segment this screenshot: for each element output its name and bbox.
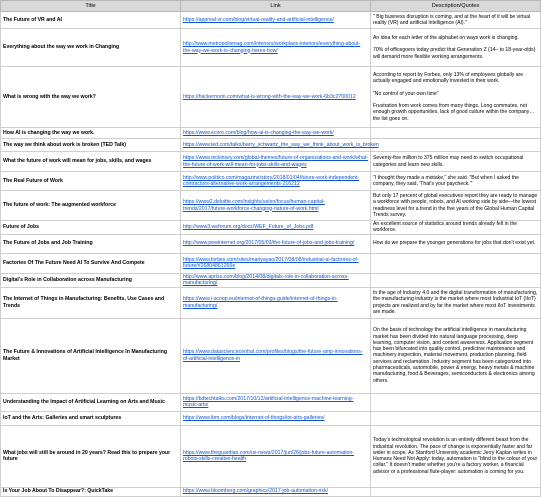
link-cell[interactable]: https://bdtechtalks.com/2017/10/12/artificial-intelligence-machine-learning-music-arts/ [181,393,371,411]
title-cell[interactable]: How AI is changing the way we work. [1,128,181,139]
title-cell[interactable]: Digital's Role in Collaboration across Manufacturing [1,273,181,287]
description-paragraph: An excellent source of statistics around trends already felt in the workforce. [373,221,518,234]
table-row [1,139,541,152]
title-cell[interactable]: What the future of work will mean for jobs, skills, and wages [1,152,181,172]
description-paragraph: How do we prepare the younger generations for jobs that don't exist yet. [373,240,536,247]
table-row [1,29,541,67]
title-cell[interactable]: Everything about the way we work in Changing [1,29,181,67]
link-cell[interactable]: https://www2.deloitte.com/insights/us/en/focus/human-capital-trends/2017/future-workforce-changing-nature-of-work.html [181,191,371,221]
description-cell[interactable] [371,139,541,152]
table-row [1,253,541,273]
link-cell[interactable]: https://www.mckinsey.com/global-themes/future-of-organizations-and-work/what-the-future-of-work-will-mean-for-jobs-skills-and-wages [181,152,371,172]
description-cell[interactable] [371,487,541,496]
description-cell[interactable] [371,29,541,67]
description-cell[interactable] [371,172,541,191]
title-cell[interactable]: The way we think about work is broken (TED Talk) [1,139,181,152]
description-paragraph: In the age of Industry 4.0 and the digital transformation of manufacturing, the manufacturing industry is the market where most Industrial IoT (IIoT) projects are realized and by far the market where most IIoT investments are made. [373,290,538,315]
table-row [1,411,541,425]
description-cell[interactable] [371,221,541,235]
table-row [1,67,541,128]
title-cell[interactable]: Future of Jobs [1,221,181,235]
table-row [1,12,541,29]
table-row [1,234,541,253]
header-row [1,1,541,12]
title-cell[interactable]: The future of work: The augmented workforce [1,191,181,221]
title-cell[interactable]: Understanding the Impact of Artificial Learning on Arts and Music [1,393,181,411]
description-paragraph: But only 17 percent of global executives report they are ready to manage a workforce with people, robots, and AI working side by side—the lowest readiness level for a trend in the five years of the Global Human Capital Trends survey. [373,192,538,218]
table-row [1,487,541,496]
link-cell[interactable]: http://www.apriso.com/blog/2014/08/digitals-role-in-collaboration-across-manufacturing/ [181,273,371,287]
description-paragraph: Seventy-five million to 375 million may need to switch occupational categories and learn new skills. [373,155,524,168]
description-paragraph: Today's technological revolution is an entirely different beast from the industrial revolution. The pace of change is exponentially faster and far wider in scope. As Stanford University academic Jerry Kaplan writes in Humans Need Not Apply: today, automation is "blind to the colour of your collar." It doesn't matter whether you're a factory worker, a financial advisor or a professional flute-player: automation is coming for you. [373,437,538,475]
table-row [1,172,541,191]
description-cell[interactable] [371,273,541,287]
title-cell[interactable]: What is wrong with the way we work? [1,67,181,128]
table-row [1,191,541,221]
header-title[interactable]: Title [1,1,181,12]
header-description[interactable]: Description/Quotes [371,1,541,12]
link-cell[interactable]: https://www.ecoro.com/blog/how-ai-is-changing-the-way-we-work/ [181,128,371,139]
link-cell[interactable]: https://www.ted.com/talks/barry_schwartz_the_way_we_think_about_work_is_broken [181,139,371,152]
table-row [1,128,541,139]
description-cell[interactable] [371,253,541,273]
table-row [1,393,541,411]
table-row [1,152,541,172]
description-paragraph: On the basis of technology the artificial intelligence in manufacturing market has been divided into natural language processing, deep learning, computer vision, and context awareness. Application segment has been bifurcated into quality control, predictive maintenance and machinery inspection, material movement, production planning, field services and reclamation. Industry segment has been categorized into pharmaceuticals, automobile, power & energy, heavy metals & machine manufacturing, food & Beverages, semiconductors & electronics among others. [373,327,535,384]
title-cell[interactable]: Factories Of The Future Need AI To Survive And Compete [1,253,181,273]
description-cell[interactable] [371,128,541,139]
description-cell[interactable] [371,425,541,487]
table-row [1,273,541,287]
link-cell[interactable]: https://www.forbes.com/sites/mariyayao/2017/08/08/industrial-ai-factories-of-future/#26804861266e [181,253,371,273]
link-cell[interactable]: https://www.theguardian.com/us-news/2017/jun/26/jobs-future-automation-robots-skills-creative-health [181,425,371,487]
description-cell[interactable] [371,234,541,253]
title-cell[interactable]: Is Your Job About To Disappear?: QuickTake [1,487,181,496]
link-cell[interactable]: http://www.politico.com/magazine/story/2018/01/04/future-work-independent-contractors-alternative-work-arrangements-216212 [181,172,371,191]
link-cell[interactable]: https://www.bloomberg.com/graphics/2017-job-automation-risk/ [181,487,371,496]
description-cell[interactable] [371,393,541,411]
table-row [1,318,541,393]
description-cell[interactable] [371,152,541,172]
description-paragraph: "I thought they made a mistake," she said. "But when I asked the company, they said, 'That's your paycheck.'" [373,174,519,187]
description-cell[interactable] [371,318,541,393]
title-cell[interactable]: The Future of Jobs and Job Training [1,234,181,253]
description-paragraph: According to report by Forbes, only 13% of employees globally are actually engaged and emotionally invested in their work. [373,72,524,85]
table-row [1,221,541,235]
header-link[interactable]: Link [181,1,371,12]
description-cell[interactable] [371,12,541,29]
title-cell[interactable]: What jobs will still be around in 20 years? Read this to prepare your future [1,425,181,487]
link-cell[interactable]: http://www3.weforum.org/docs/WEF_Future_of_Jobs.pdf [181,221,371,235]
description-paragraph: " Big business disruption is coming, and at the heart of it will be virtual reality (VR) and artificial intelligence (AI)." [373,13,531,26]
title-cell[interactable]: The Internet of Things in Manufacturing: Benefits, Use Cases and Trends [1,287,181,318]
table-row [1,425,541,487]
title-cell[interactable]: The Real Future of Work [1,172,181,191]
link-cell[interactable]: http://www.metropolismag.com/interiors/workplace-interiors/everything-about-the-way-we-work-is-changing-heres-how/ [181,29,371,67]
link-cell[interactable]: http://www.pewinternet.org/2017/05/03/the-future-of-jobs-and-jobs-training/ [181,234,371,253]
description-paragraph: 70% of officegoers today predict that Generation Z (14– to 18-year-olds) will demand more flexible working arrangements. [373,47,536,60]
link-cell[interactable]: https://www.i-scoop.eu/internet-of-things-guide/internet-of-things-in-manufacturing/ [181,287,371,318]
link-cell[interactable]: https://www.datasciencecentral.com/profiles/blogs/the-future-amp-innovations-of-artificial-intelligence-in [181,318,371,393]
description-paragraph: "No control of your own time" [373,90,439,97]
description-cell[interactable] [371,287,541,318]
description-paragraph: An idea for each letter of the alphabet on ways work is changing. [373,35,519,42]
link-cell[interactable]: https://www.ibm.com/blogs/internet-of-things/iot-arts-galleries/ [181,411,371,425]
description-cell[interactable] [371,67,541,128]
link-cell[interactable]: https://appreal-vr.com/blog/virtual-reality-and-artificial-intelligence/ [181,12,371,29]
description-paragraph: Frustration from work comes from many things. Long commutes, not enough growth opportunities, lack of good culture within the company… the list goes on. [373,103,535,122]
table-row [1,287,541,318]
title-cell[interactable]: IoT and the Arts: Galleries and smart sculptures [1,411,181,425]
link-cell[interactable]: https://hackernoon.com/what-is-wrong-with-the-way-we-work-6b3c2700012 [181,67,371,128]
table-body [1,12,541,497]
title-cell[interactable]: The Future of VR and AI [1,12,181,29]
description-cell[interactable] [371,191,541,221]
title-cell[interactable]: The Future & Innovations of Artificial Intelligence In Manufacturing Market [1,318,181,393]
description-cell[interactable] [371,411,541,425]
